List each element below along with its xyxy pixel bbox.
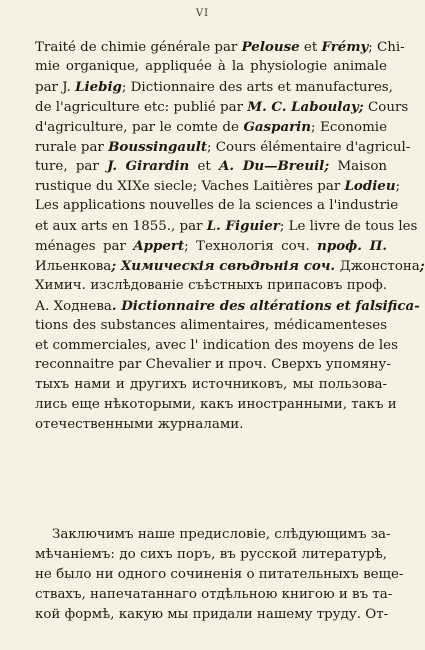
- text-segment: et: [299, 40, 322, 55]
- text-segment: d'agriculture, par le comte de: [35, 119, 244, 135]
- text-segment: tions des substances alimentaires, médicamenteses: [35, 317, 387, 333]
- page-number: VI: [195, 8, 210, 19]
- text-segment: тыхъ нами и другихъ источниковъ, мы пользова-: [35, 377, 387, 393]
- text-line: [35, 196, 399, 216]
- text-line: [35, 97, 409, 118]
- text-line: [35, 415, 387, 435]
- text-line: [35, 316, 387, 336]
- text-segment: ; Dictionnaire des arts et manufactures,: [121, 79, 393, 95]
- emphasized-name: A. Du—Breuil;: [219, 158, 330, 175]
- text-line: [35, 236, 387, 257]
- emphasized-name: Lodieu: [344, 178, 396, 195]
- emphasized-name: M. C. Laboulay;: [247, 98, 364, 115]
- text-segment: ; Le livre de tous les: [279, 219, 418, 235]
- text-segment: ; Технологія соч.: [184, 239, 318, 254]
- text-segment: Cours: [363, 99, 409, 115]
- text-segment: et: [189, 159, 220, 175]
- text-line: [35, 77, 393, 98]
- text-line: [35, 336, 398, 356]
- text-line: мѣчаніемъ: до сихъ поръ, въ русской литературѣ,: [35, 546, 387, 562]
- text-line: [35, 156, 387, 177]
- text-segment: ture, par: [35, 159, 108, 175]
- text-segment: et commerciales, avec l' indication des moyens de les: [35, 337, 398, 353]
- text-segment: rurale par: [35, 139, 109, 155]
- emphasized-name: L. Figuier: [206, 218, 280, 235]
- text-line: [35, 355, 391, 375]
- text-segment: Химич. изслѣдованіе съѣстныхъ припасовъ проф.: [35, 277, 387, 293]
- emphasized-name: . Dictionnaire des altérations et falsifica-: [111, 297, 420, 314]
- text-segment: лись еще нѣкоторыми, какъ иностранными, такъ и: [35, 397, 397, 413]
- text-line: [35, 375, 387, 395]
- emphasized-name: Appert: [133, 238, 185, 254]
- emphasized-name: J. Girardin: [107, 158, 190, 175]
- text-segment: ; Cours élémentaire d'agricul-: [207, 139, 411, 155]
- text-segment: Traité de chimie générale par: [35, 40, 242, 55]
- emphasized-name: Frémy: [321, 39, 369, 55]
- text-segment: rustique du XIXe siecle; Vaches Laitières par: [35, 179, 345, 195]
- text-segment: Maison: [329, 159, 388, 175]
- text-segment: et aux arts en 1855., par: [35, 219, 207, 235]
- text-line: [35, 395, 397, 415]
- text-segment: Ильенкова: [35, 258, 112, 274]
- text-line: Заключимъ наше предисловіе, слѣдующимъ за-: [52, 527, 391, 542]
- text-line: [35, 256, 425, 277]
- text-segment: Джонстона: [339, 258, 420, 274]
- text-line: не было ни одного сочиненія о питательныхъ веще-: [35, 566, 404, 582]
- text-line: [35, 117, 387, 138]
- emphasized-name: Pelouse: [241, 39, 300, 55]
- text-segment: mie organique, appliquée à la physiologie animale: [35, 58, 387, 74]
- text-segment: de l'agriculture etc: publié par: [35, 99, 248, 115]
- text-line: [35, 137, 411, 158]
- text-line: [35, 216, 418, 237]
- text-line: [35, 176, 401, 197]
- text-line: [35, 37, 405, 58]
- emphasized-name: проф. П.: [317, 238, 387, 254]
- text-segment: reconnaitre par Chevalier и проч. Сверхъ упомяну-: [35, 357, 391, 373]
- emphasized-name: Liebig: [75, 78, 122, 95]
- text-segment: отечественными журналами.: [35, 417, 244, 433]
- text-segment: ; Economie: [311, 119, 387, 135]
- text-line: [35, 276, 387, 296]
- text-segment: А. Ходнева: [35, 298, 112, 314]
- text-segment: ; Chi-: [368, 40, 405, 55]
- text-line: [35, 296, 420, 317]
- emphasized-name: ; Химическія свѣдѣнія соч.: [111, 257, 340, 274]
- text-line: кой формѣ, какую мы придали нашему труду. От-: [35, 606, 389, 622]
- text-line: ствахъ, напечатаннаго отдѣльною книгою и въ та-: [35, 586, 393, 602]
- emphasized-name: Boussingault: [108, 138, 208, 155]
- text-segment: ménages par: [35, 239, 134, 254]
- emphasized-name: Gasparin: [243, 118, 312, 135]
- text-segment: par J.: [35, 79, 76, 95]
- text-segment: Les applications nouvelles de la sciences a l'industrie: [35, 198, 399, 214]
- emphasized-name: ;: [419, 257, 425, 274]
- text-line: [35, 57, 387, 77]
- text-segment: ;: [395, 179, 401, 195]
